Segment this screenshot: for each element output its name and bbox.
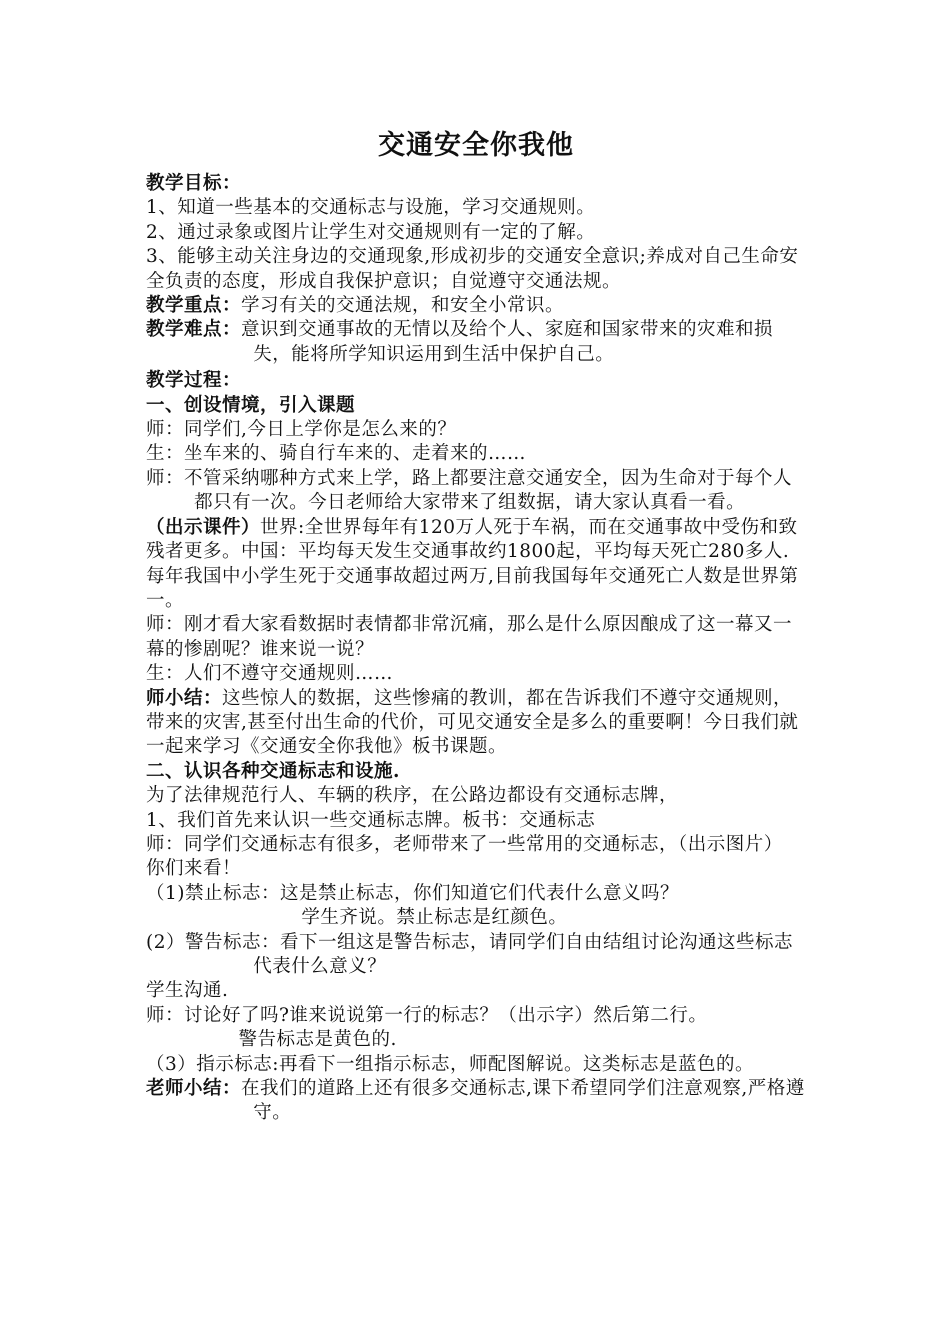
dialogue-line: 师：同学们交通标志有很多，老师带来了一些常用的交通标志，（出示图片） [146,833,783,855]
objectives-label: 教学目标： [146,173,242,194]
page-title: 交通安全你我他 [378,130,574,161]
dialogue-line: 师：讨论好了吗?谁来说说第一行的标志？（出示字）然后第二行。 [146,1004,708,1026]
dialogue-line: 师：同学们,今日上学你是怎么来的？ [146,419,457,441]
objective-item: 3、能够主动关注身边的交通现象,形成初步的交通安全意识;养成对自己生命安全负责的态度，形成自我保护意识；自觉遵守交通法规。 [146,246,799,292]
summary-label: 师小结： [146,687,223,709]
section-heading: 二、认识各种交通标志和设施. [146,760,400,782]
courseware-text: 世界:全世界每年有120万人死于车祸，而在交通事故中受伤和致残者更多。中国：平均每天发生交通事故约1800起，平均每天死亡280多人.每年我国中小学生死于交通事故超过两万,目前我国每年交通死亡人数是世界第一。 [146,516,799,611]
summary-text: 这些惊人的数据，这些惨痛的教训，都在告诉我们不遵守交通规则，带来的灾害,甚至付出生命的代价，可见交通安全是多么的重要啊！今日我们就一起来学习《交通安全你我他》板书课题。 [146,687,799,758]
courseware-paragraph [146,516,806,614]
courseware-label: （出示课件） [146,516,261,538]
process-label: 教学过程： [146,370,242,392]
difficulty-text: 意识到交通事故的无情以及给个人、家庭和国家带来的灾难和损失，能将所学知识运用到生活中保护自己。 [241,319,774,365]
dialogue-line: 生：坐车来的、骑自行车来的、走着来的…… [146,443,527,465]
final-summary-label: 老师小结： [146,1078,242,1100]
paragraph: 你们来看！ [146,858,242,880]
sign-note: 警告标志是黄色的. [238,1029,397,1051]
paragraph: 为了法律规范行人、车辆的秩序，在公路边都设有交通标志牌， [146,785,679,807]
objective-item: 2、通过录象或图片让学生对交通规则有一定的了解。 [146,221,596,243]
dialogue-line: 生：人们不遵守交通规则…… [146,663,394,685]
objective-item: 1、知道一些基本的交通标志与设施，学习交通规则。 [146,197,596,219]
key-point [146,294,806,318]
paragraph: 学生沟通. [146,980,229,1002]
sign-note: 学生齐说。禁止标志是红颜色。 [301,907,568,929]
difficulty-label: 教学难点： [146,319,242,341]
sign-item: (2）警告标志：看下一组这是警告标志，请同学们自由结组讨论沟通这些标志代表什么意义？ [146,931,793,977]
key-point-label: 教学重点： [146,295,242,317]
section-heading: 一、创设情境，引入课题 [146,394,356,416]
dialogue-line: 师：刚才看大家看数据时表情都非常沉痛，那么是什么原因酿成了这一幕又一幕的惨剧呢？谁来说一说？ [146,614,793,660]
sign-item: （1)禁止标志：这是禁止标志，你们知道它们代表什么意义吗？ [146,882,679,904]
dialogue-line: 师：不管采纳哪种方式来上学，路上都要注意交通安全，因为生命对于每个人都只有一次。今日老师给大家带来了组数据，请大家认真看一看。 [146,467,793,514]
difficulty [146,318,806,367]
lesson-plan [146,126,806,1126]
summary-paragraph [146,687,806,760]
final-summary [146,1077,806,1126]
paragraph: 1、我们首先来认识一些交通标志牌。板书：交通标志 [146,809,596,831]
key-point-text: 学习有关的交通法规，和安全小常识。 [241,295,565,317]
sign-item: （3）指示标志:再看下一组指示标志，师配图解说。这类标志是蓝色的。 [146,1053,755,1075]
final-summary-text: 在我们的道路上还有很多交通标志,课下希望同学们注意观察,严格遵守。 [241,1078,805,1124]
